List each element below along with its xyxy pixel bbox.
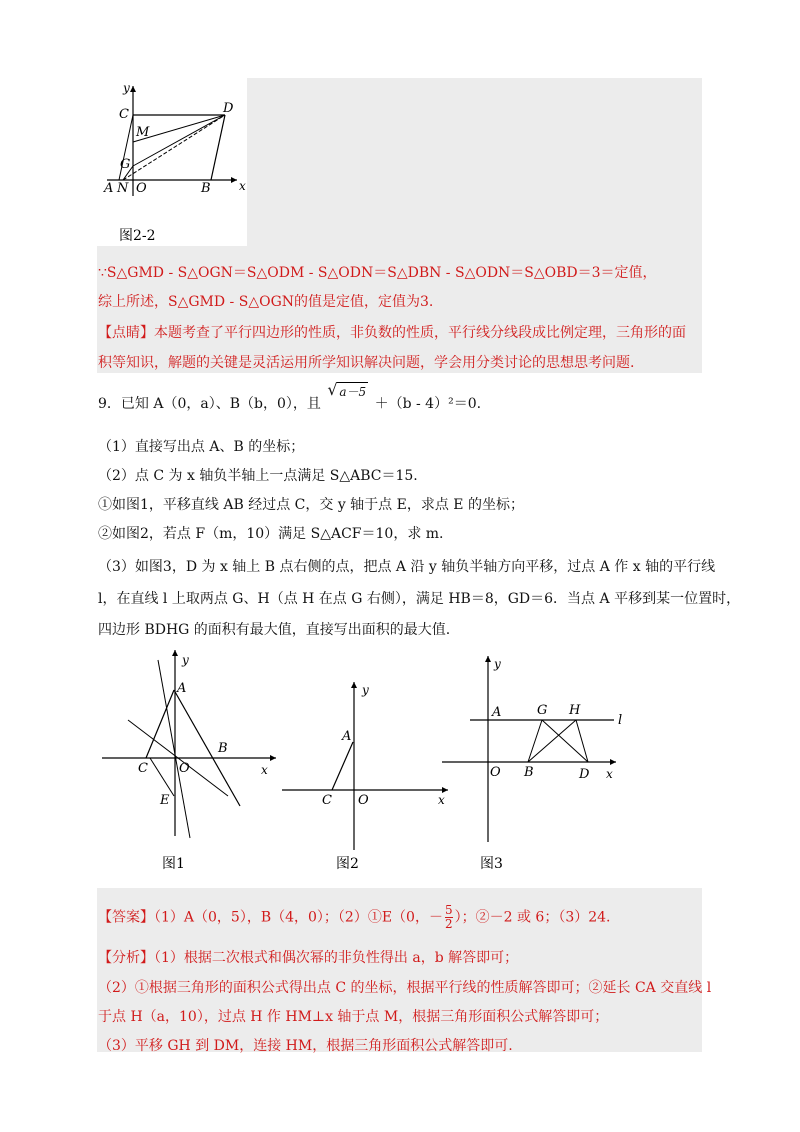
question-3-line2: l，在直线 l 上取两点 G、H（点 H 在点 G 右侧），满足 HB＝8，GD＝6．当点 A 平移到某一位置时，	[98, 591, 741, 607]
analysis-text-1: （1）根据二次根式和偶次幂的非负性得出 a，b 解答即可；	[154, 950, 519, 966]
comment-text-1: 本题考查了平行四边形的性质，非负数的性质，平行线分线段成比例定理，三角形的面	[154, 325, 686, 341]
fig1-B-label: B	[218, 741, 228, 756]
fig1-A-label: A	[177, 681, 187, 696]
stem-suffix: ＋（b - 4）²＝0.	[374, 396, 482, 412]
problem-stem	[98, 380, 482, 413]
fig3-x-label: x	[606, 767, 613, 781]
fig3-l-label: l	[618, 713, 623, 728]
fig22-C-label: C	[119, 107, 129, 122]
figure-2-caption: 图2	[336, 856, 359, 872]
figure-3	[440, 652, 640, 872]
fraction-numerator: 5	[444, 903, 453, 917]
question-3-line1: （3）如图3，D 为 x 轴上 B 点右侧的点，把点 A 沿 y 轴负半轴方向平移，过点 A 作 x 轴的平行线	[98, 559, 716, 575]
analysis-line-3: 于点 H（a，10），过点 H 作 HM⊥x 轴于点 M，根据三角形面积公式解答即可；	[98, 1009, 609, 1025]
figure-2-2-diagram	[97, 78, 247, 246]
fig22-B-label: B	[201, 181, 211, 196]
analysis-tag: 【分析】	[98, 950, 154, 966]
fig22-A-label: A	[104, 181, 114, 196]
answer-tag: 【答案】	[98, 909, 154, 926]
fig1-O-label: O	[179, 761, 190, 776]
solution-line-2: 综上所述，S△GMD - S△OGN的值是定值，定值为3.	[98, 294, 434, 310]
comment-line-1	[98, 322, 686, 342]
fig2-y-label: y	[362, 683, 369, 697]
question-2a: ①如图1，平移直线 AB 经过点 C，交 y 轴于点 E，求点 E 的坐标；	[98, 497, 524, 513]
fig2-x-label: x	[438, 793, 445, 807]
fig3-D-label: D	[579, 767, 590, 782]
fig3-A-label: A	[492, 705, 502, 720]
fig22-y-label: y	[123, 81, 130, 95]
figure-2	[280, 678, 455, 873]
question-2: （2）点 C 为 x 轴负半轴上一点满足 S△ABC＝15.	[98, 468, 418, 484]
question-1: （1）直接写出点 A、B 的坐标；	[98, 439, 305, 455]
answer-part-b: ）；②－2 或 6；（3）24.	[454, 909, 611, 926]
fig3-y-label: y	[494, 657, 501, 671]
fig1-C-label: C	[138, 761, 148, 776]
answer-line	[98, 904, 611, 931]
fig2-O-label: O	[358, 793, 369, 808]
fig22-M-label: M	[136, 125, 150, 140]
figure-1	[98, 648, 288, 873]
fig1-E-label: E	[160, 793, 170, 808]
figure-2-2	[97, 78, 247, 246]
fig3-B-label: B	[524, 765, 534, 780]
figure-2-2-caption: 图2-2	[119, 228, 156, 244]
fraction-denominator: 2	[444, 917, 453, 931]
fig22-x-label: x	[239, 179, 246, 193]
stem-prefix: 9．已知 A（0，a）、B（b，0），且	[98, 396, 321, 412]
comment-tag: 【点睛】	[98, 325, 154, 341]
fig22-D-label: D	[223, 101, 234, 116]
question-2b: ②如图2，若点 F（m，10）满足 S△ACF＝10，求 m.	[98, 526, 444, 542]
fig22-N-label: N	[117, 181, 129, 196]
fig3-O-label: O	[490, 765, 501, 780]
answer-part-a: （1）A（0，5），B（4，0）；（2）①E（0，－	[154, 909, 443, 926]
fig3-G-label: G	[537, 703, 548, 718]
fig3-H-label: H	[569, 703, 581, 718]
figure-3-caption: 图3	[480, 856, 503, 872]
analysis-line-1	[98, 947, 518, 967]
question-3-line3: 四边形 BDHG 的面积有最大值，直接写出面积的最大值.	[98, 622, 451, 638]
fig1-y-label: y	[182, 653, 189, 667]
figure-1-caption: 图1	[162, 856, 185, 872]
analysis-line-4: （3）平移 GH 到 DM，连接 HM，根据三角形面积公式解答即可.	[98, 1038, 513, 1054]
fig2-A-label: A	[342, 729, 352, 744]
fig1-x-label: x	[261, 763, 268, 777]
answer-fraction	[445, 904, 453, 931]
sqrt-radicand: a－5	[337, 382, 368, 400]
analysis-line-2: （2）①根据三角形的面积公式得出点 C 的坐标，根据平行线的性质解答即可；②延长 CA 交直线 l	[98, 980, 712, 996]
comment-line-2: 积等知识，解题的关键是灵活运用所学知识解决问题，学会用分类讨论的思想思考问题.	[98, 355, 635, 371]
fig2-C-label: C	[322, 793, 332, 808]
sqrt-expression: √ a－5	[327, 380, 367, 399]
fig22-G-label: G	[120, 157, 131, 172]
solution-line-1: ∵S△GMD - S△OGN＝S△ODM - S△ODN＝S△DBN - S△ODN＝S△OBD＝3＝定值，	[98, 265, 657, 281]
fig22-O-label: O	[136, 181, 147, 196]
